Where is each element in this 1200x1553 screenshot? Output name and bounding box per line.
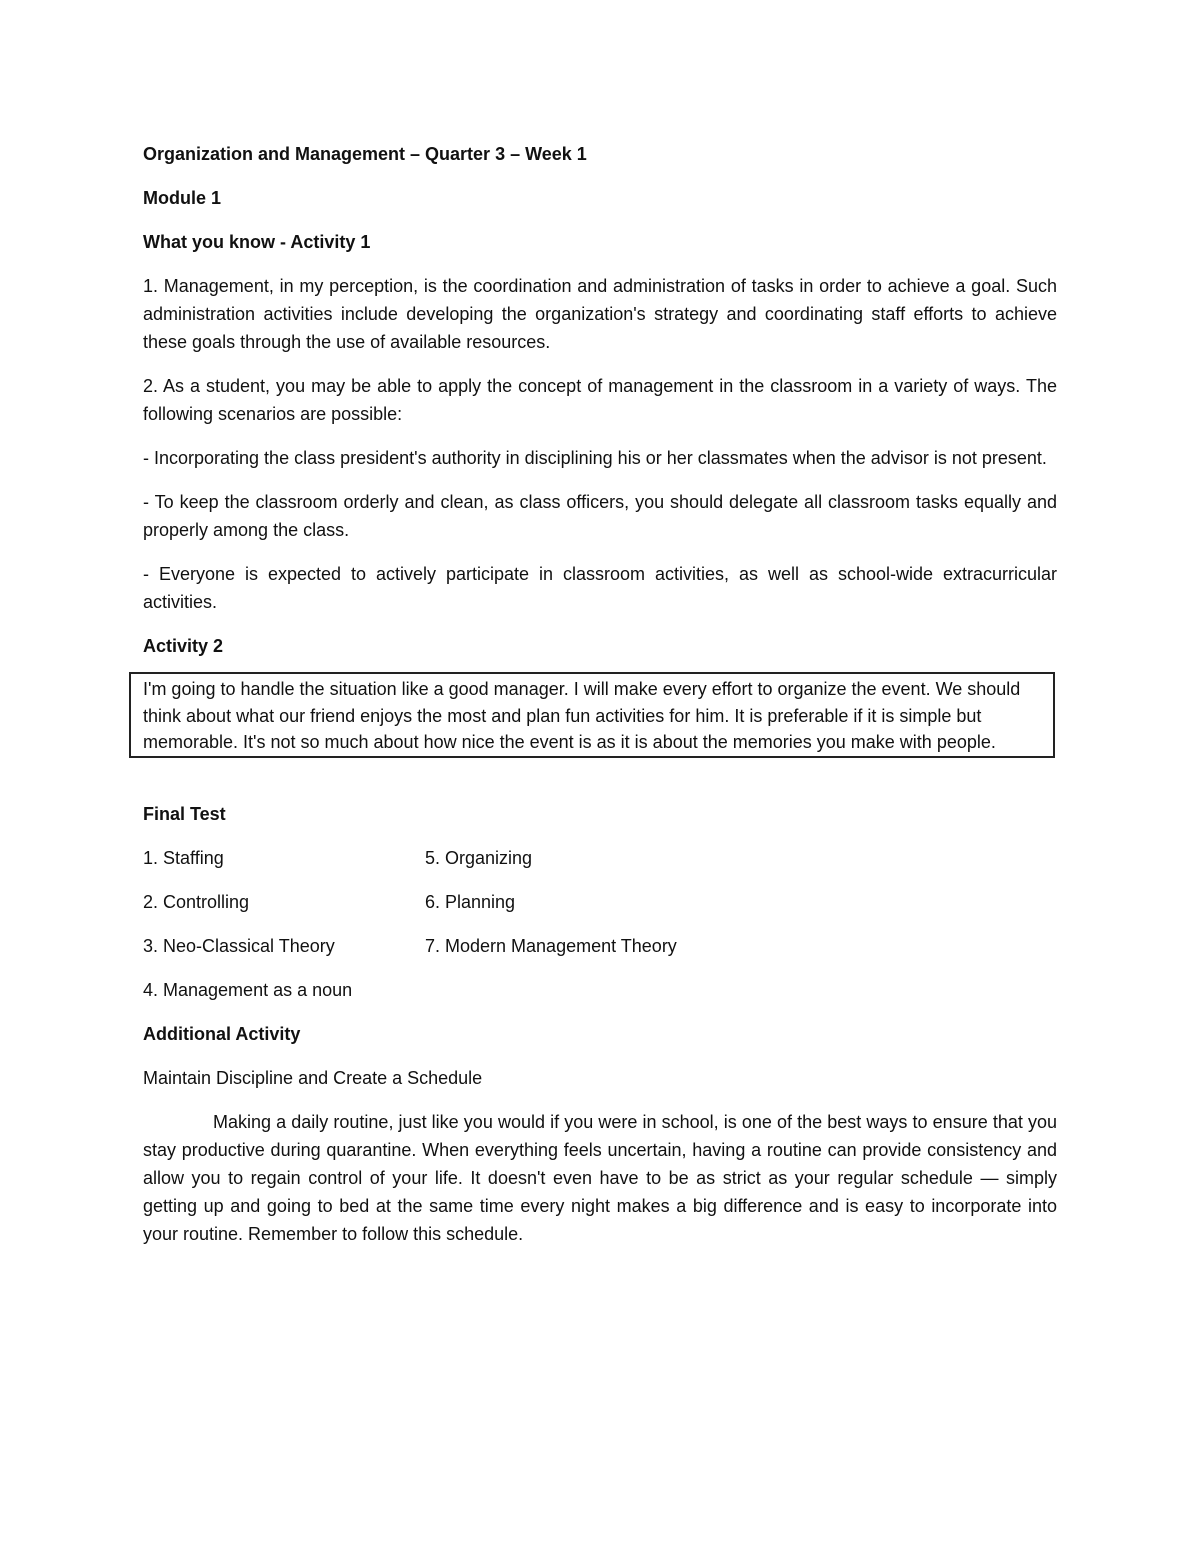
document-page (143, 140, 1057, 1248)
module-heading: Module 1 (143, 188, 222, 208)
activity2-answer-box (129, 672, 1055, 758)
additional-activity-body: Making a daily routine, just like you would if you were in school, is one of the best ways to ensure that you stay productive during quarantine. When everything feels uncertain, having a routine can provide consistency and allow you to regain control of your life. It doesn't even have to be as strict as your regular schedule — simply getting up and going to bed at the same time every night makes a big difference and is easy to incorporate into your routine. Remember to follow this schedule. (143, 1111, 1057, 1244)
final-test-heading: Final Test (143, 803, 226, 824)
additional-activity-heading: Additional Activity (143, 1023, 301, 1044)
final-test-item-4: 4. Management as a noun (143, 979, 353, 1000)
final-test-item-1: 1. Staffing (143, 847, 224, 868)
activity1-heading: What you know - Activity 1 (143, 232, 371, 252)
final-test-item-5: 5. Organizing (425, 847, 533, 868)
document-title: Organization and Management – Quarter 3 – Week 1 (143, 144, 587, 164)
activity2-answer-text: I'm going to handle the situation like a good manager. I will make every effort to organize the event. We should think about what our friend enjoys the most and plan fun activities for him. It is preferable if it is simple but memorable. It's not so much about how nice the event is as it is about the memories you make with people. (143, 679, 1021, 752)
final-test-item-6: 6. Planning (425, 891, 516, 912)
final-test-item-7: 7. Modern Management Theory (425, 935, 677, 956)
additional-activity-subtitle: Maintain Discipline and Create a Schedule (143, 1067, 483, 1088)
final-test-item-2: 2. Controlling (143, 891, 250, 912)
final-test-answers (143, 844, 1057, 1004)
activity1-answer-1: 1. Management, in my perception, is the coordination and administration of tasks in order to achieve a goal. Such administration activities include developing the organization's strategy and coordinating staff efforts to achieve these goals through the use of available resources. (143, 276, 1057, 352)
activity1-answer-2: 2. As a student, you may be able to apply the concept of management in the classroom in a variety of ways. The following scenarios are possible: (143, 376, 1057, 424)
activity1-scenario-3: - Everyone is expected to actively participate in classroom activities, as well as school-wide extracurricular activities. (143, 564, 1057, 612)
activity1-scenario-2: - To keep the classroom orderly and clean, as class officers, you should delegate all classroom tasks equally and properly among the class. (143, 492, 1057, 540)
final-test-item-3: 3. Neo-Classical Theory (143, 935, 335, 956)
final-test-empty-cell (425, 976, 1057, 1004)
activity2-heading: Activity 2 (143, 636, 224, 656)
activity1-scenario-1: - Incorporating the class president's authority in disciplining his or her classmates when the advisor is not present. (143, 448, 1047, 468)
